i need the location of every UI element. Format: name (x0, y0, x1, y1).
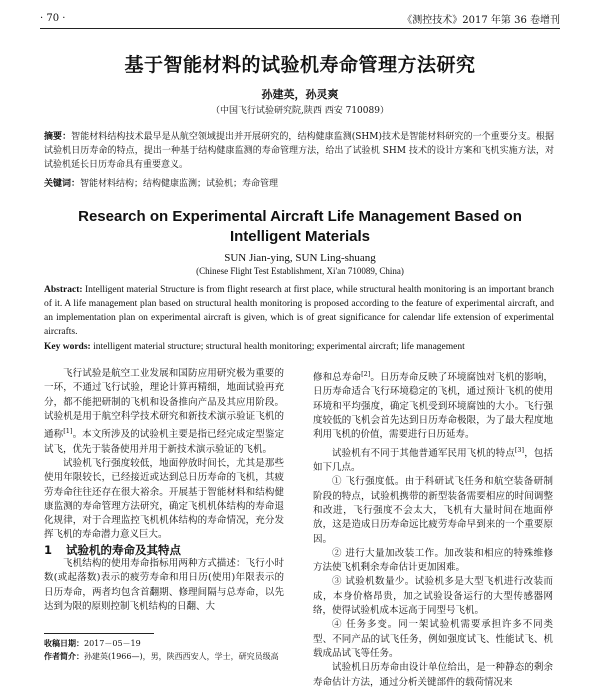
body-paragraph: 飞机结构的使用寿命指标用两种方式描述：飞行小时数(或起落数)表示的疲劳寿命和用日历(使用)年限表示的日历寿命，两者均包含首翻期、修理间隔与总寿命，以先达到为限的原则控制飞机结构的日翻、大 (44, 558, 284, 612)
para-text: 。本文所涉及的试验机主要是指已经完成定型鉴定试飞，优先于装备使用并用于新技术演示验证的飞机。 (44, 429, 284, 455)
citation-ref: [1] (63, 427, 73, 436)
received-label: 收稿日期： (44, 639, 84, 648)
body-paragraph: 试验机飞行强度较低，地面停放时间长，尤其是那些使用年限较长，已经接近或达到总日历寿命的飞机，其疲劳寿命往往还存在很大裕余。开展基于智能材料和结构健康监测的寿命管理方法研究，确定飞机机体结构的寿命退化规律，对于合理监控飞机机体结构的寿命情况，充分发挥飞机的寿命潜力意义巨大。 (44, 457, 284, 541)
body-column-right (313, 367, 553, 690)
abstract-zh-label: 摘要： (44, 132, 72, 142)
keywords-en-label: Key words: (44, 342, 91, 352)
paper-title-zh: 基于智能材料的试验机寿命管理方法研究 (124, 54, 476, 76)
keywords-en-text: intelligent material structure; structural health monitoring; experimental aircraft; life management (93, 342, 465, 352)
footnote-rule (44, 633, 154, 634)
list-item: ② 进行大量加改装工作。加改装和相应的特殊维修方法使飞机剩余寿命估计更加困难。 (313, 547, 553, 574)
list-item: ① 飞行强度低。由于科研试飞任务和航空装备研制阶段的特点，试验机携带的新型装备需要相应的时间调整和改进，飞行强度不会太大，飞机有大量时间在地面停放，这是造成日历寿命远比疲劳寿命早到来的一个重要原因。 (313, 476, 553, 545)
page-number: · 70 · (40, 12, 66, 24)
body-paragraph (313, 367, 553, 443)
abstract-en-label: Abstract: (44, 285, 83, 295)
section-heading (44, 543, 284, 557)
keywords-zh-text: 智能材料结构；结构健康监测；试验机；寿命管理 (80, 179, 279, 189)
keywords-zh (44, 177, 554, 191)
para-text: 修和总寿命 (313, 372, 362, 384)
footnote-author (44, 651, 294, 662)
citation-ref: [3] (514, 445, 525, 454)
abstract-en-text: Intelligent material Structure is from flight research at first place, while structural health monitoring is an important branch of it. A life management plan based on structural health monitoring is proposed according to the feature of experimental aircraft, and an implementation plan on experimental aircraft is given, which is of great significance for calendar life extension of experimental aircrafts. (44, 285, 554, 337)
authors-en: SUN Jian-ying, SUN Ling-shuang (224, 252, 376, 264)
affiliation-zh: （中国飞行试验研究院,陕西 西安 710089） (211, 106, 389, 116)
header-rule (40, 28, 560, 29)
keywords-en (44, 340, 554, 354)
list-item: ③ 试验机数量少。试验机多是大型飞机进行改装而成，本身价格昂贵，加之试验设备运行的大型传感器网络，使得试验机成本远高于同型号飞机。 (313, 576, 553, 617)
citation-ref: [2] (361, 370, 371, 378)
body-paragraph (313, 443, 553, 476)
body-paragraph: 试验机日历寿命由设计单位给出，是一种静态的剩余寿命估计方法，通过分析关键部件的载荷情况来 (313, 662, 553, 688)
para-text: 飞行试验是航空工业发展和国防应用研究极为重要的一环，不通过飞行试验，理论计算再精细，地面试验再充分，都不能把研制的飞机和设备推向产品及其应用阶段。试验机是用于航空科学技术研究和新技术演示验证飞机的通称 (44, 368, 284, 441)
section-number: 1 (44, 542, 53, 557)
section-title: 试验机的寿命及其特点 (66, 542, 182, 557)
running-header (40, 9, 560, 27)
body-paragraph (44, 367, 284, 457)
keywords-zh-label: 关键词： (44, 179, 81, 189)
received-date: 2017－05－19 (84, 639, 141, 648)
list-item: ④ 任务多变。同一架试验机需要承担许多不同类型、不同产品的试飞任务，例如强度试飞、性能试飞、机载成品试飞等任务。 (313, 619, 553, 659)
authors-zh: 孙建英，孙灵爽 (261, 88, 339, 101)
para-text: ，包括如下几点。 (313, 447, 553, 474)
para-text: 。日历寿命反映了环境腐蚀对飞机的影响，日历寿命适合飞行环境稳定的飞机，通过预计飞机的使用环境和平均强度，确定飞机受到环境腐蚀的大小。飞行强度较低的飞机会首先达到日历寿命极限，为了最大程度地利用飞机的价值，需要进行日历延寿。 (313, 372, 553, 441)
abstract-zh-text: 智能材料结构技术最早是从航空领域提出并开展研究的，结构健康监测(SHM)技术是智能材料研究的一个重要分支。根据试验机日历寿命的特点，提出一种基于结构健康监测的寿命管理方法，给出了试验机 SHM 技术的设计方案和飞机实施方法，对试验机延长日历寿命具有重要意义。 (44, 132, 554, 170)
affiliation-en: (Chinese Flight Test Establishment, Xi'an 710089, China) (196, 266, 404, 276)
footnote-received (44, 638, 294, 649)
paper-title-en: Research on Experimental Aircraft Life Management Based on Intelligent Materials (78, 208, 522, 245)
abstract-zh (44, 130, 554, 172)
body-column-left (44, 367, 284, 614)
para-text: 试验机有不同于其他普通军民用飞机的特点 (332, 447, 515, 459)
author-bio-label: 作者简介： (44, 652, 84, 661)
author-bio: 孙建英(1966—)，男，陕西西安人，学士，研究员级高 (84, 652, 279, 661)
abstract-en (44, 283, 554, 339)
journal-name: 《测控技术》2017 年第 36 卷增刊 (402, 14, 560, 26)
